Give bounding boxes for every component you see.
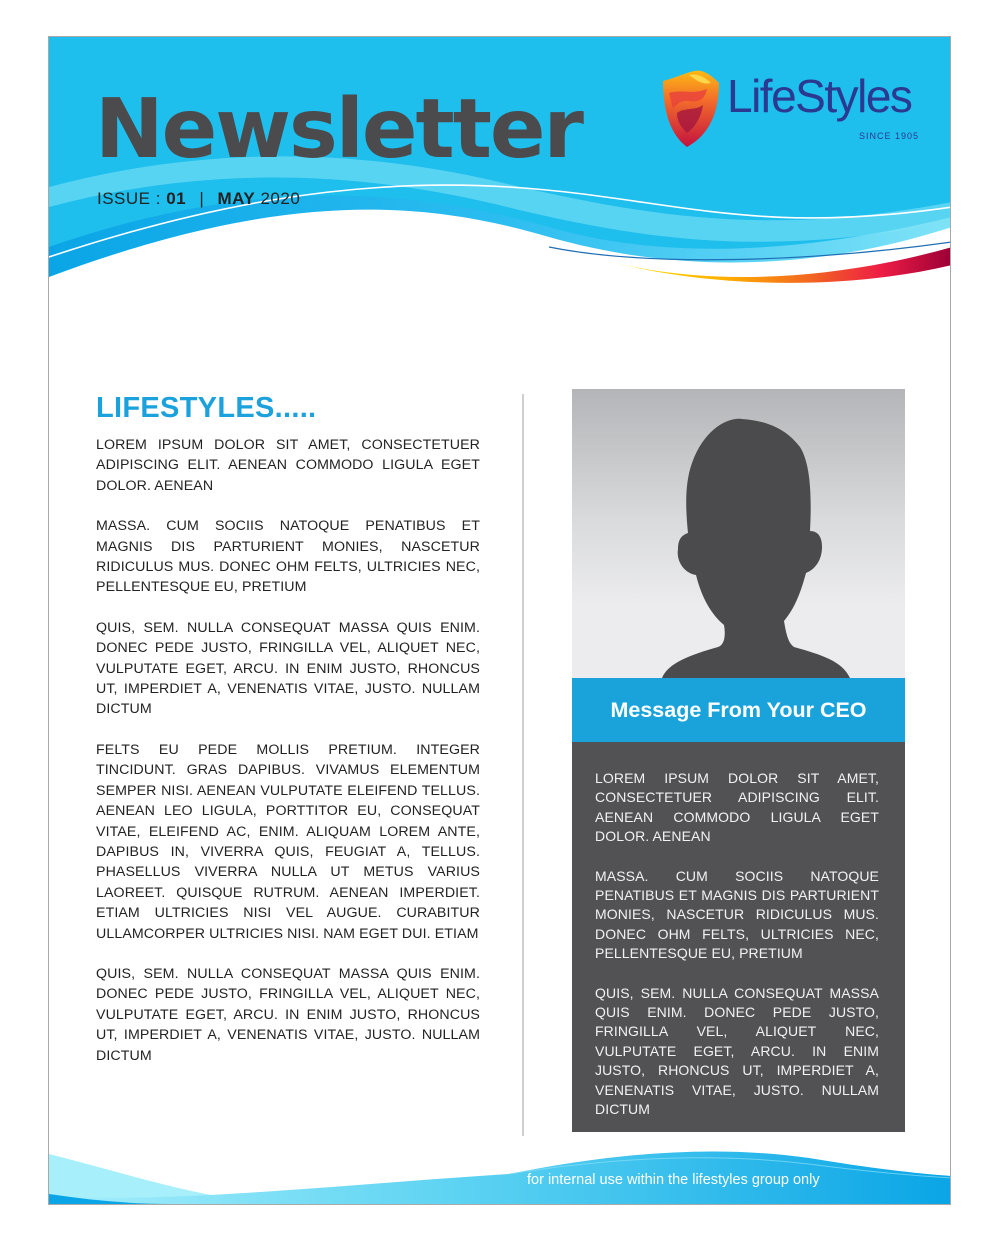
main-article — [96, 392, 480, 1086]
ceo-paragraph: MASSA. CUM SOCIIS NATOQUE PENATIBUS ET MAGNIS DIS PARTURIENT MONIES, NASCETUR RIDICULUS MUS. DONEC OHM FELTS, ULTRICIES NEC, PELLENTESQUE EU, PRETIUM — [595, 867, 879, 962]
footer-note: for internal use within the lifestyles group only — [527, 1172, 820, 1188]
article-paragraph: QUIS, SEM. NULLA CONSEQUAT MASSA QUIS ENIM. DONEC PEDE JUSTO, FRINGILLA VEL, ALIQUET NEC, VULPUTATE EGET, ARCU. IN ENIM JUSTO, RHONCUS UT, IMPERDIET A, VENENATIS VITAE, JUSTO. NULLAM DICTUM — [96, 965, 480, 1064]
issue-year: 2020 — [260, 189, 301, 208]
issue-month: MAY — [217, 189, 256, 208]
article-paragraph: MASSA. CUM SOCIIS NATOQUE PENATIBUS ET MAGNIS DIS PARTURIENT MONIES, NASCETUR RIDICULUS MUS. DONEC OHM FELTS, ULTRICIES NEC, PELLENTESQUE EU, PRETIUM — [96, 518, 480, 596]
ceo-message-body — [595, 769, 879, 1140]
logo-wordmark: LifeStyles — [727, 70, 912, 122]
ceo-title: Message From Your CEO — [610, 697, 867, 722]
issue-label: ISSUE : — [97, 189, 161, 208]
ceo-paragraph: LOREM IPSUM DOLOR SIT AMET, CONSECTETUER ADIPISCING ELIT. AENEAN COMMODO LIGULA EGET DOLOR. AENEAN — [595, 770, 879, 845]
shield-icon — [659, 69, 721, 149]
person-silhouette-icon — [572, 389, 905, 678]
newsletter-page — [48, 36, 951, 1205]
newsletter-title: Newsletter — [95, 82, 582, 177]
ceo-message-card — [572, 389, 905, 1132]
article-paragraph: FELTS EU PEDE MOLLIS PRETIUM. INTEGER TINCIDUNT. GRAS DAPIBUS. VIVAMUS ELEMENTUM SEMPER NISI. AENEAN VULPUTATE ELEIFEND TELLUS. AENEAN LEO LIGULA, PORTTITOR EU, CONSEQUAT VITAE, ELEIFEND AC, ENIM. ALIQUAM LOREM ANTE, DAPIBUS IN, VIVERRA QUIS, FEUGIAT A, TELLUS. PHASELLUS VIVERRA NULLA UT METUS VARIUS LAOREET. QUISQUE RUTRUM. AENEAN IMPERDIET. ETIAM ULTRICIES NISI VEL AUGUE. CURABITUR ULLAMCORPER ULTRICIES NISI. NAM EGET DUI. ETIAM — [96, 741, 480, 942]
logo-tagline: SINCE 1905 — [859, 131, 920, 141]
lifestyles-logo — [659, 69, 929, 149]
article-paragraph: LOREM IPSUM DOLOR SIT AMET, CONSECTETUER ADIPISCING ELIT. AENEAN COMMODO LIGULA EGET DOLOR. AENEAN — [96, 437, 480, 494]
issue-separator: | — [199, 189, 205, 208]
article-heading: LIFESTYLES..... — [96, 392, 317, 424]
ceo-title-bar — [572, 678, 905, 742]
issue-line — [97, 189, 300, 209]
ceo-photo-placeholder — [572, 389, 905, 678]
column-divider — [522, 394, 524, 1136]
ceo-paragraph: QUIS, SEM. NULLA CONSEQUAT MASSA QUIS ENIM. DONEC PEDE JUSTO, FRINGILLA VEL, ALIQUET NEC, VULPUTATE EGET, ARCU. IN ENIM JUSTO, RHONCUS UT, IMPERDIET A, VENENATIS VITAE, JUSTO. NULLAM DICTUM — [595, 984, 879, 1118]
article-paragraph: QUIS, SEM. NULLA CONSEQUAT MASSA QUIS ENIM. DONEC PEDE JUSTO, FRINGILLA VEL, ALIQUET NEC, VULPUTATE EGET, ARCU. IN ENIM JUSTO, RHONCUS UT, IMPERDIET A, VENENATIS VITAE, JUSTO. NULLAM DICTUM — [96, 619, 480, 718]
issue-number: 01 — [166, 189, 187, 208]
